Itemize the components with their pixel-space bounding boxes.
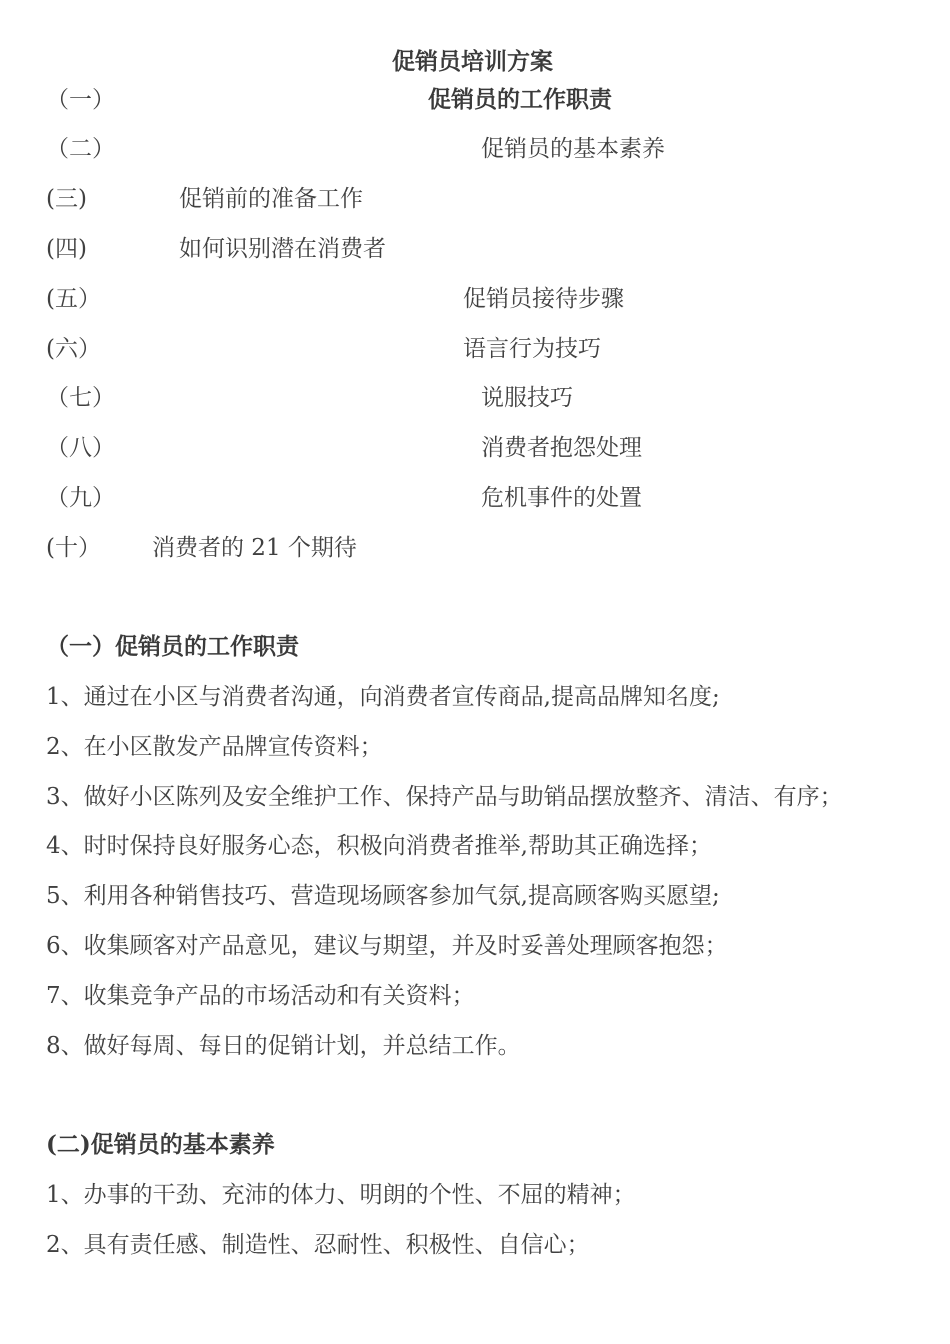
duty-item: 1、通过在小区与消费者沟通，向消费者宣传商品,提高品牌知名度; bbox=[46, 684, 720, 710]
duty-item: 5、利用各种销售技巧、营造现场顾客参加气氛,提高顾客购买愿望; bbox=[46, 883, 720, 909]
toc-item-10: 消费者的 21 个期待 bbox=[152, 535, 357, 561]
toc-number-5: (五） bbox=[46, 286, 101, 312]
section-heading-duties: （一）促销员的工作职责 bbox=[46, 633, 299, 660]
quality-item: 2、具有责任感、制造性、忍耐性、积极性、自信心； bbox=[46, 1232, 590, 1258]
toc-number-1: （一） bbox=[46, 87, 115, 113]
toc-item-9: 危机事件的处置 bbox=[481, 485, 642, 511]
toc-number-10: (十） bbox=[46, 535, 101, 561]
toc-number-6: (六） bbox=[46, 336, 101, 362]
section-heading-qualities: (二)促销员的基本素养 bbox=[46, 1131, 275, 1158]
toc-number-3: (三) bbox=[46, 186, 87, 212]
toc-number-2: （二） bbox=[46, 136, 115, 162]
toc-number-4: (四) bbox=[46, 236, 87, 262]
toc-item-6: 语言行为技巧 bbox=[463, 336, 601, 362]
quality-item: 1、办事的干劲、充沛的体力、明朗的个性、不屈的精神； bbox=[46, 1182, 636, 1208]
toc-number-7: （七） bbox=[46, 385, 115, 411]
toc-number-8: （八） bbox=[46, 435, 115, 461]
duty-item: 3、做好小区陈列及安全维护工作、保持产品与助销品摆放整齐、清洁、有序； bbox=[46, 784, 843, 810]
toc-item-2: 促销员的基本素养 bbox=[481, 136, 665, 162]
duty-item: 7、收集竞争产品的市场活动和有关资料； bbox=[46, 983, 475, 1009]
toc-item-4: 如何识别潜在消费者 bbox=[179, 236, 386, 262]
duty-item: 8、做好每周、每日的促销计划，并总结工作。 bbox=[46, 1033, 521, 1059]
duty-item: 2、在小区散发产品牌宣传资料； bbox=[46, 734, 383, 760]
duty-item: 4、时时保持良好服务心态，积极向消费者推举,帮助其正确选择； bbox=[46, 833, 712, 859]
toc-number-9: （九） bbox=[46, 485, 115, 511]
toc-item-8: 消费者抱怨处理 bbox=[481, 435, 642, 461]
toc-item-5: 促销员接待步骤 bbox=[463, 286, 624, 312]
duty-item: 6、收集顾客对产品意见，建议与期望，并及时妥善处理顾客抱怨； bbox=[46, 933, 728, 959]
toc-item-3: 促销前的准备工作 bbox=[179, 186, 363, 212]
page-title: 促销员培训方案 bbox=[392, 48, 553, 75]
toc-item-1: 促销员的工作职责 bbox=[428, 86, 612, 113]
toc-item-7: 说服技巧 bbox=[481, 385, 573, 411]
